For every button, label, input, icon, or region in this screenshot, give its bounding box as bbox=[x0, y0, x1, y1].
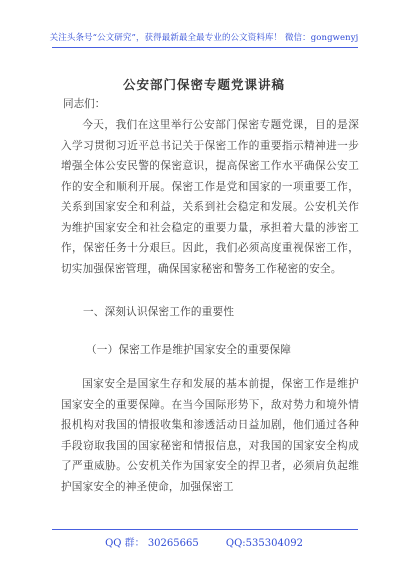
section-heading: 一、深刻认识保密工作的重要性 bbox=[83, 306, 235, 318]
document-title: 公安部门保密专题党课讲稿 bbox=[122, 77, 285, 92]
subsection-paragraph-block bbox=[61, 374, 359, 497]
footer-qq-number: QQ:535304092 bbox=[225, 538, 303, 549]
subsection-heading: （一）保密工作是维护国家安全的重要保障 bbox=[86, 344, 292, 356]
intro-paragraph: 今天，我们在这里举行公安部门保密专题党课，目的是深入学习贯彻习近平总书记关于保密工作的重要指示精神进一步增强全体公安民警的保密意识，提高保密工作水平确保公安工作的安全和顺利开展。保密工作是党和国家的一项重要工作，关系到国家安全和利益，关系到社会稳定和发展。公安机关作为维护国家安全和社会稳定的重要力量，承担着大量的涉密工作，保密任务十分艰巨。因此，我们必须高度重视保密工作，切实加强保密管理，确保国家秘密和警务工作秘密的安全。 bbox=[61, 119, 359, 275]
header-banner: 关注头条号“公文研究”，获得最新最全最专业的公文资料库！ 微信：gongwenyj bbox=[49, 33, 359, 43]
header-divider bbox=[52, 47, 358, 48]
footer-contacts bbox=[0, 534, 408, 549]
greeting: 同志们： bbox=[63, 98, 106, 110]
subsection-paragraph: 国家安全是国家生存和发展的基本前提，保密工作是维护国家安全的重要保障。在当今国际形势下，敌对势力和境外情报机构对我国的情报收集和渗透活动日益加剧，他们通过各种手段窃取我国的国家秘密和情报信息，对我国的国家安全构成了严重威胁。公安机关作为国家安全的捍卫者，必须肩负起维护国家安全的神圣使命，加强保密工 bbox=[61, 378, 359, 493]
footer-qq-group: QQ 群： 30265665 bbox=[105, 538, 199, 549]
intro-paragraph-block bbox=[61, 115, 359, 279]
footer-divider bbox=[52, 529, 358, 530]
